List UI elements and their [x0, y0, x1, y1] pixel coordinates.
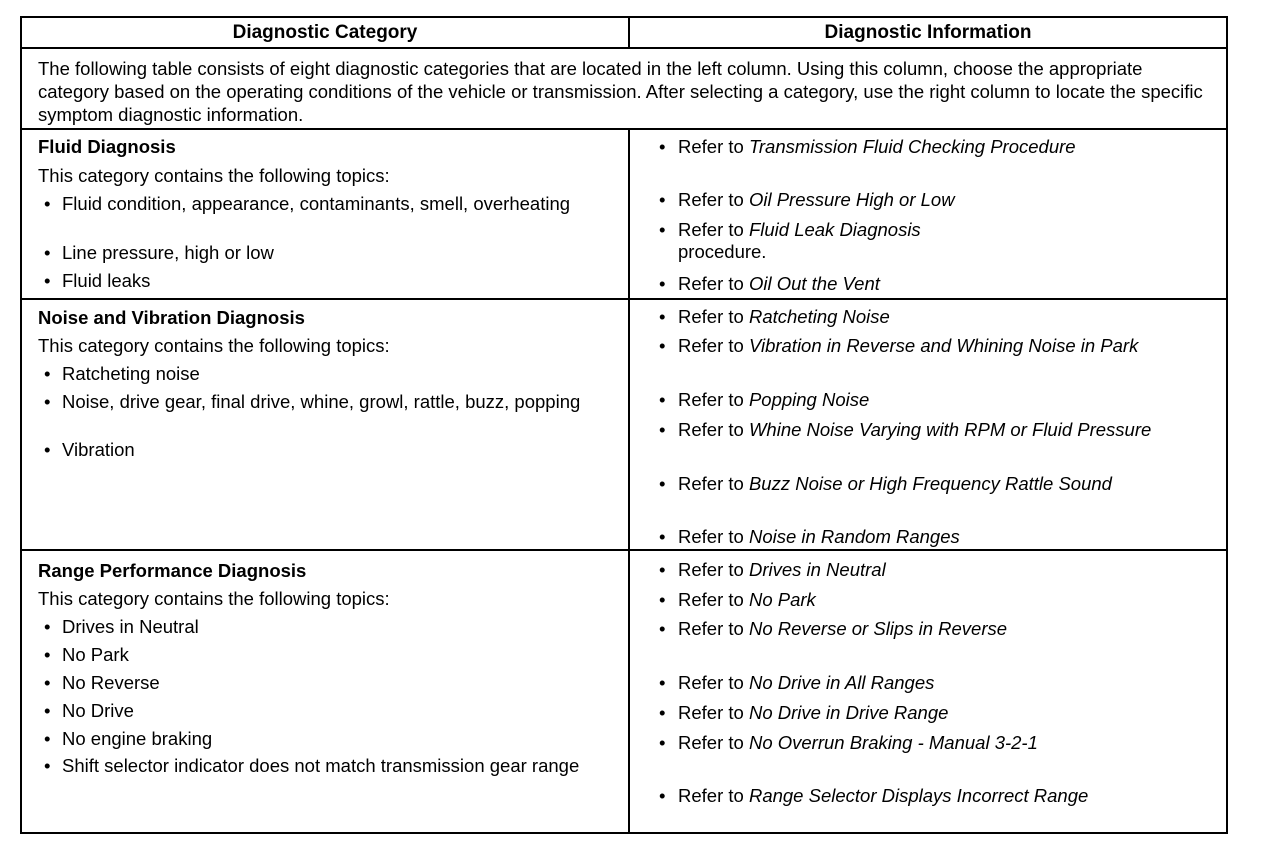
refer-prefix: Refer to	[678, 306, 749, 327]
reference-item	[678, 526, 1238, 548]
reference-link[interactable]: Vibration in Reverse and Whining Noise in Park	[748, 335, 1139, 356]
reference-item	[678, 136, 1238, 158]
row-divider-2	[22, 549, 1226, 551]
reference-link[interactable]: No Overrun Braking - Manual 3-2-1	[748, 732, 1038, 753]
reference-link[interactable]: Popping Noise	[748, 389, 870, 410]
header-diagnostic-category: Diagnostic Category	[232, 22, 418, 43]
topic-item: • Noise, drive gear, final drive, whine, growl, rattle, buzz, popping	[62, 391, 602, 412]
refer-prefix: Refer to	[678, 136, 749, 157]
reference-link[interactable]: No Park	[748, 589, 816, 610]
topic-item: • Line pressure, high or low	[62, 242, 602, 263]
reference-item	[678, 335, 1238, 357]
row-divider-1	[22, 298, 1226, 300]
reference-item	[678, 559, 1238, 581]
refer-prefix: Refer to	[678, 219, 749, 240]
topic-item: • Fluid condition, appearance, contaminants, smell, overheating	[62, 193, 572, 214]
reference-item	[678, 419, 1178, 441]
refer-prefix: Refer to	[678, 785, 749, 806]
refer-prefix: Refer to	[678, 672, 749, 693]
refer-prefix: Refer to	[678, 526, 749, 547]
reference-link[interactable]: Ratcheting Noise	[748, 306, 890, 327]
refer-prefix: Refer to	[678, 732, 749, 753]
header-diagnostic-information: Diagnostic Information	[824, 22, 1032, 43]
reference-link[interactable]: No Drive in All Ranges	[748, 672, 935, 693]
diagnostic-table	[20, 16, 1228, 834]
reference-link[interactable]: Oil Out the Vent	[748, 273, 880, 294]
reference-link[interactable]: No Drive in Drive Range	[748, 702, 949, 723]
reference-link[interactable]: Range Selector Displays Incorrect Range	[748, 785, 1089, 806]
topic-item: • No Park	[62, 644, 602, 665]
reference-link[interactable]: Transmission Fluid Checking Procedure	[748, 136, 1076, 157]
section-subtitle-noise: This category contains the following topics:	[38, 335, 390, 356]
topic-item: • Drives in Neutral	[62, 616, 602, 637]
reference-link[interactable]: Buzz Noise or High Frequency Rattle Sound	[748, 473, 1112, 494]
topic-item: • No Drive	[62, 700, 602, 721]
refer-prefix: Refer to	[678, 389, 749, 410]
reference-link[interactable]: No Reverse or Slips in Reverse	[748, 618, 1008, 639]
reference-item	[678, 389, 1238, 411]
intro-divider	[22, 128, 1226, 130]
section-title-fluid: Fluid Diagnosis	[38, 136, 176, 157]
section-title-range: Range Performance Diagnosis	[38, 560, 307, 581]
refer-prefix: Refer to	[678, 335, 749, 356]
reference-item	[678, 785, 1238, 807]
refer-prefix: Refer to	[678, 559, 749, 580]
reference-suffix: procedure.	[678, 241, 767, 262]
topic-item: • No engine braking	[62, 728, 602, 749]
reference-item	[678, 306, 1238, 328]
refer-prefix: Refer to	[678, 702, 749, 723]
refer-prefix: Refer to	[678, 273, 749, 294]
section-subtitle-range: This category contains the following topics:	[38, 588, 390, 609]
reference-item	[678, 219, 1238, 263]
intro-text: The following table consists of eight diagnostic categories that are located in the left column. Using this column, choose the appropriate category based on the operating conditions of the vehicle or transmission. After selecting a category, use the right column to locate the specific symptom diagnostic information.	[38, 58, 1203, 125]
refer-prefix: Refer to	[678, 589, 749, 610]
section-subtitle-fluid: This category contains the following topics:	[38, 165, 390, 186]
reference-link[interactable]: Fluid Leak Diagnosis	[748, 219, 921, 240]
column-divider	[628, 128, 630, 834]
reference-item	[678, 672, 1238, 694]
reference-item	[678, 702, 1238, 724]
header-divider	[22, 47, 1226, 49]
refer-prefix: Refer to	[678, 419, 749, 440]
reference-item	[678, 473, 1238, 495]
reference-item	[678, 273, 1238, 295]
reference-link[interactable]: Noise in Random Ranges	[748, 526, 960, 547]
topic-item: • Shift selector indicator does not match transmission gear range	[62, 755, 582, 776]
topic-item: • Fluid leaks	[62, 270, 602, 291]
topic-item: • Vibration	[62, 439, 602, 460]
topic-item: • Ratcheting noise	[62, 363, 602, 384]
refer-prefix: Refer to	[678, 618, 749, 639]
reference-item	[678, 189, 1238, 211]
reference-link[interactable]: Oil Pressure High or Low	[748, 189, 955, 210]
reference-link[interactable]: Drives in Neutral	[748, 559, 886, 580]
reference-item	[678, 732, 1238, 754]
reference-item	[678, 589, 1238, 611]
section-title-noise: Noise and Vibration Diagnosis	[38, 307, 305, 328]
topic-item: • No Reverse	[62, 672, 602, 693]
refer-prefix: Refer to	[678, 473, 749, 494]
reference-item	[678, 618, 1238, 640]
reference-link[interactable]: Whine Noise Varying with RPM or Fluid Pressure	[748, 419, 1152, 440]
refer-prefix: Refer to	[678, 189, 749, 210]
